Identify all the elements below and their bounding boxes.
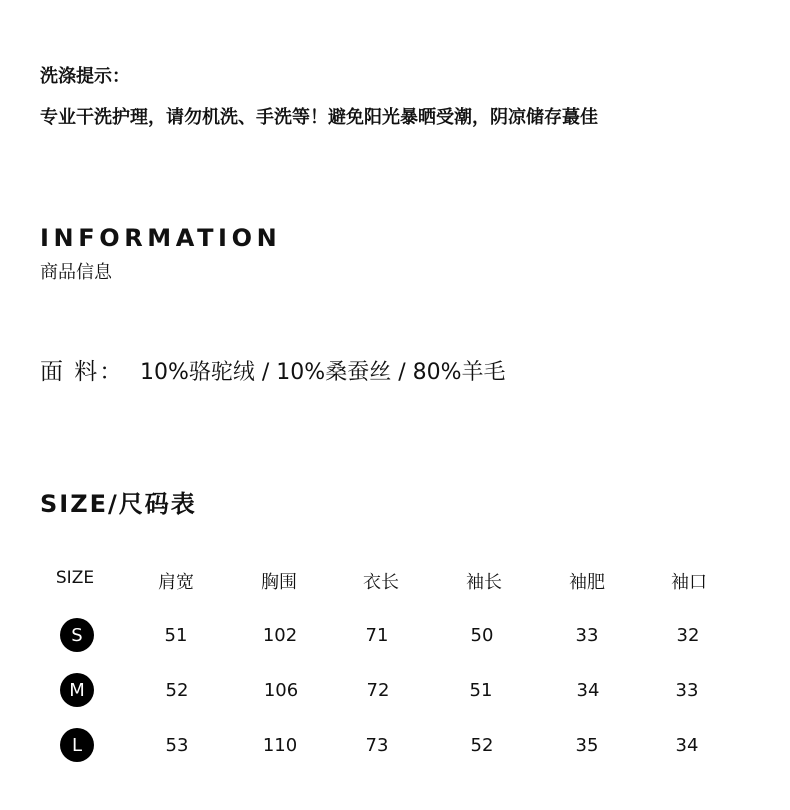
header-sleeve-width: 袖肥 (569, 572, 605, 593)
header-chest: 胸围 (261, 572, 297, 593)
cell-sleeve-length: 51 (469, 680, 493, 701)
care-tip-text: 专业干洗护理，请勿机洗、手洗等！避免阳光暴晒受潮，阴凉储存蕞佳 (40, 107, 598, 128)
cell-sleeve-width: 35 (575, 735, 599, 756)
cell-chest: 102 (262, 625, 298, 646)
cell-sleeve-width: 34 (576, 680, 600, 701)
cell-cuff: 34 (675, 735, 699, 756)
cell-shoulder-width: 51 (164, 625, 188, 646)
cell-chest: 110 (262, 735, 298, 756)
cell-shoulder-width: 52 (165, 680, 189, 701)
header-sleeve-length: 袖长 (466, 572, 502, 593)
header-length: 衣长 (363, 572, 399, 593)
header-shoulder-width: 肩宽 (158, 572, 194, 593)
care-tip-title: 洗涤提示： (40, 66, 130, 87)
information-heading: INFORMATION (40, 224, 282, 252)
cell-length: 72 (366, 680, 390, 701)
fabric-label: 面 料： (40, 359, 125, 385)
cell-sleeve-length: 52 (470, 735, 494, 756)
cell-sleeve-length: 50 (470, 625, 494, 646)
cell-shoulder-width: 53 (165, 735, 189, 756)
fabric-composition: 10%骆驼绒 / 10%桑蚕丝 / 80%羊毛 (140, 360, 506, 385)
header-size: SIZE (55, 568, 95, 588)
size-chart-heading: SIZE/尺码表 (40, 490, 197, 518)
cell-chest: 106 (263, 680, 299, 701)
size-badge-l: L (60, 728, 94, 762)
cell-length: 71 (365, 625, 389, 646)
cell-sleeve-width: 33 (575, 625, 599, 646)
cell-cuff: 32 (676, 625, 700, 646)
size-badge-m: M (60, 673, 94, 707)
cell-cuff: 33 (675, 680, 699, 701)
cell-length: 73 (365, 735, 389, 756)
header-cuff: 袖口 (671, 572, 707, 593)
size-badge-s: S (60, 618, 94, 652)
information-subheading: 商品信息 (40, 262, 112, 283)
